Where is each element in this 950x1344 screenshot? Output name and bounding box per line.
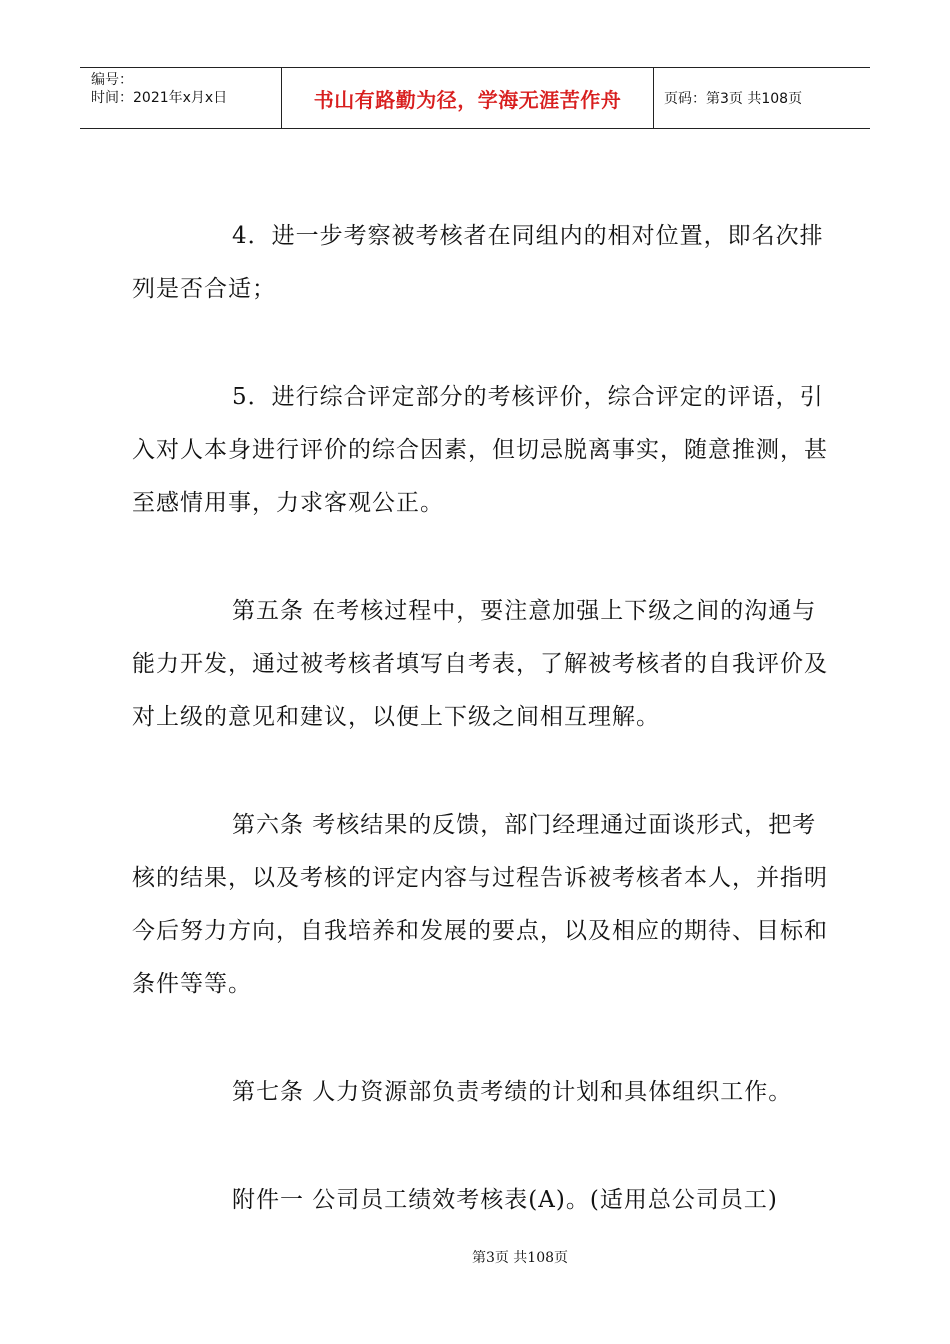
document-header xyxy=(80,67,870,129)
paragraph-item-4: 4．进一步考察被考核者在同组内的相对位置，即名次排列是否合适； xyxy=(132,223,824,302)
document-number-label: 编号： xyxy=(91,72,133,88)
header-motto: 书山有路勤为径，学海无涯苦作舟 xyxy=(313,87,622,112)
page-footer: 第3页 共108页 xyxy=(471,1250,569,1266)
paragraph-item-5: 5．进行综合评定部分的考核评价，综合评定的评语，引入对人本身进行评价的综合因素，但切忌脱离事实，随意推测，甚至感情用事，力求客观公正。 xyxy=(132,384,828,516)
header-page-cell xyxy=(654,68,870,128)
header-meta xyxy=(80,68,282,128)
paragraph-article-7: 第七条 人力资源部负责考绩的计划和具体组织工作。 xyxy=(232,1079,793,1105)
paragraph-attachment-1: 附件一 公司员工绩效考核表(A)。(适用总公司员工) xyxy=(232,1187,778,1213)
header-page-info: 页码：第3页 共108页 xyxy=(664,91,803,107)
document-date: 时间：2021年x月x日 xyxy=(91,90,228,106)
header-motto-cell xyxy=(282,68,654,128)
paragraph-article-6: 第六条 考核结果的反馈，部门经理通过面谈形式，把考核的结果，以及考核的评定内容与过程告诉被考核者本人，并指明今后努力方向，自我培养和发展的要点，以及相应的期待、目标和条件等等。 xyxy=(132,812,828,997)
document-body xyxy=(132,210,832,1282)
paragraph-article-5: 第五条 在考核过程中，要注意加强上下级之间的沟通与能力开发，通过被考核者填写自考表，了解被考核者的自我评价及对上级的意见和建议，以便上下级之间相互理解。 xyxy=(132,598,828,730)
